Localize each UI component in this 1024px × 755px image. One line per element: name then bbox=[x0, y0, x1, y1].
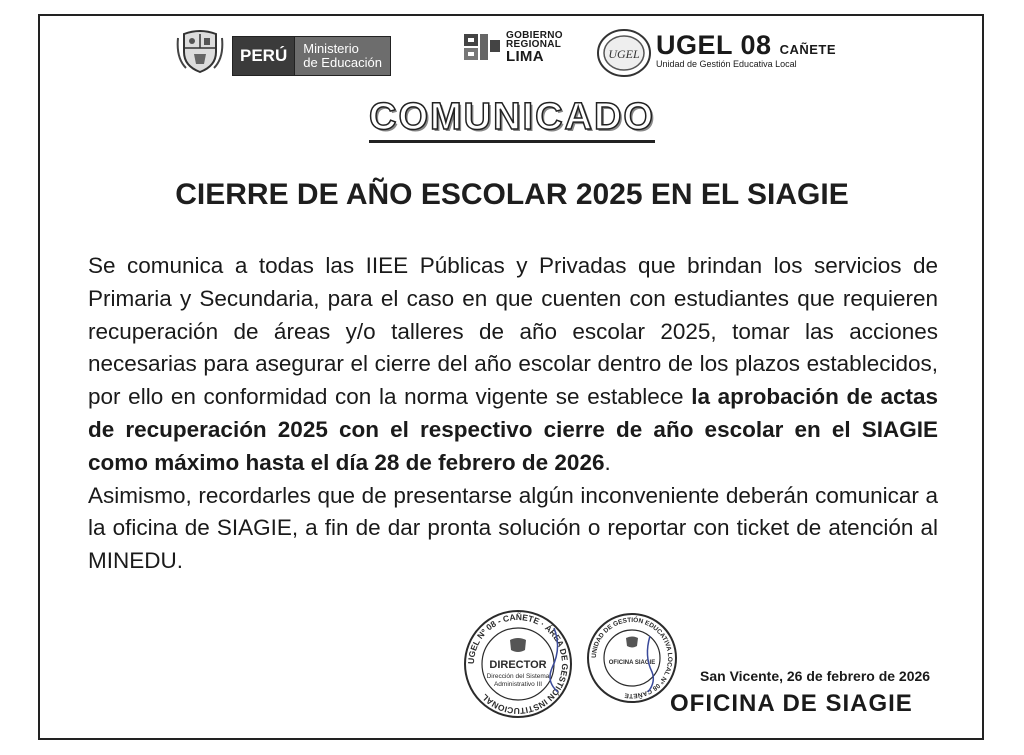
gobierno-regional-logo bbox=[462, 30, 563, 64]
paragraph-1: Se comunica a todas las IIEE Públicas y Privadas que brindan los servicios de Primaria y Secundaria, para el caso en que cuenten con estudiantes que requieren recuperación de áreas y/o talleres de año escolar 2025, tomar las acciones necesarias para asegurar el cierre del año escolar dentro de los plazos establecidos, por ello en conformidad con la norma vigente se establece la aprobación de actas de recuperación 2025 con el respectivo cierre de año escolar en el SIAGIE como máximo hasta el día 28 de febrero de 2026. bbox=[88, 253, 938, 475]
director-stamp bbox=[462, 608, 574, 720]
deadline-emphasis: la aprobación de actas de recuperación 2025 con el respectivo cierre de año escolar en el SIAGIE como máximo hasta el día 28 de febrero de 2026 bbox=[88, 384, 938, 475]
peru-label: PERÚ bbox=[232, 36, 295, 76]
stamp2-emblem-icon bbox=[626, 637, 638, 648]
ugel-seal-icon bbox=[596, 28, 652, 78]
svg-text:UNIDAD DE GESTIÓN EDUCATIVA LO bbox=[591, 615, 673, 701]
stamp2-center: OFICINA SIAGIE bbox=[608, 660, 656, 666]
siagie-stamp bbox=[586, 612, 678, 704]
peru-coat-of-arms-icon bbox=[176, 28, 224, 74]
gobierno-regional-icon bbox=[462, 30, 502, 64]
stamp1-ring-text: UGEL Nº 08 - CAÑETE · ÁREA DE GESTIÓN INSTITUCIONAL bbox=[465, 611, 571, 717]
stamp2-ring-text: UNIDAD DE GESTIÓN EDUCATIVA LOCAL Nº 08 CAÑETE bbox=[590, 616, 674, 700]
stamp1-line1: Dirección del Sistema bbox=[486, 673, 550, 680]
minedu-logo bbox=[232, 36, 391, 76]
header-logos bbox=[0, 24, 1024, 84]
office-signature: OFICINA DE SIAGIE bbox=[670, 690, 913, 717]
gobierno-regional-text: GOBIERNO REGIONAL LIMA bbox=[506, 29, 563, 65]
ugel-title: UGEL 08 CAÑETE Unidad de Gestión Educativa Local bbox=[656, 30, 837, 69]
stamp1-emblem-icon bbox=[510, 638, 526, 652]
stamp1-title: DIRECTOR bbox=[489, 659, 547, 671]
date-place: San Vicente, 26 de febrero de 2026 bbox=[700, 668, 931, 684]
page-subtitle: CIERRE DE AÑO ESCOLAR 2025 EN EL SIAGIE bbox=[175, 178, 849, 211]
ministry-label: Ministerio de Educación bbox=[295, 36, 391, 76]
paragraph-2: Asimismo, recordarles que de presentarse algún inconveniente deberán comunicar a la oficina de SIAGIE, a fin de dar pronta solución o reportar con ticket de atención al MINEDU. bbox=[88, 482, 938, 574]
svg-text:UGEL: UGEL bbox=[608, 47, 640, 61]
page-title: COMUNICADO bbox=[0, 96, 1024, 139]
stamp1-line2: Administrativo III bbox=[493, 681, 543, 688]
communique-body bbox=[88, 250, 938, 578]
